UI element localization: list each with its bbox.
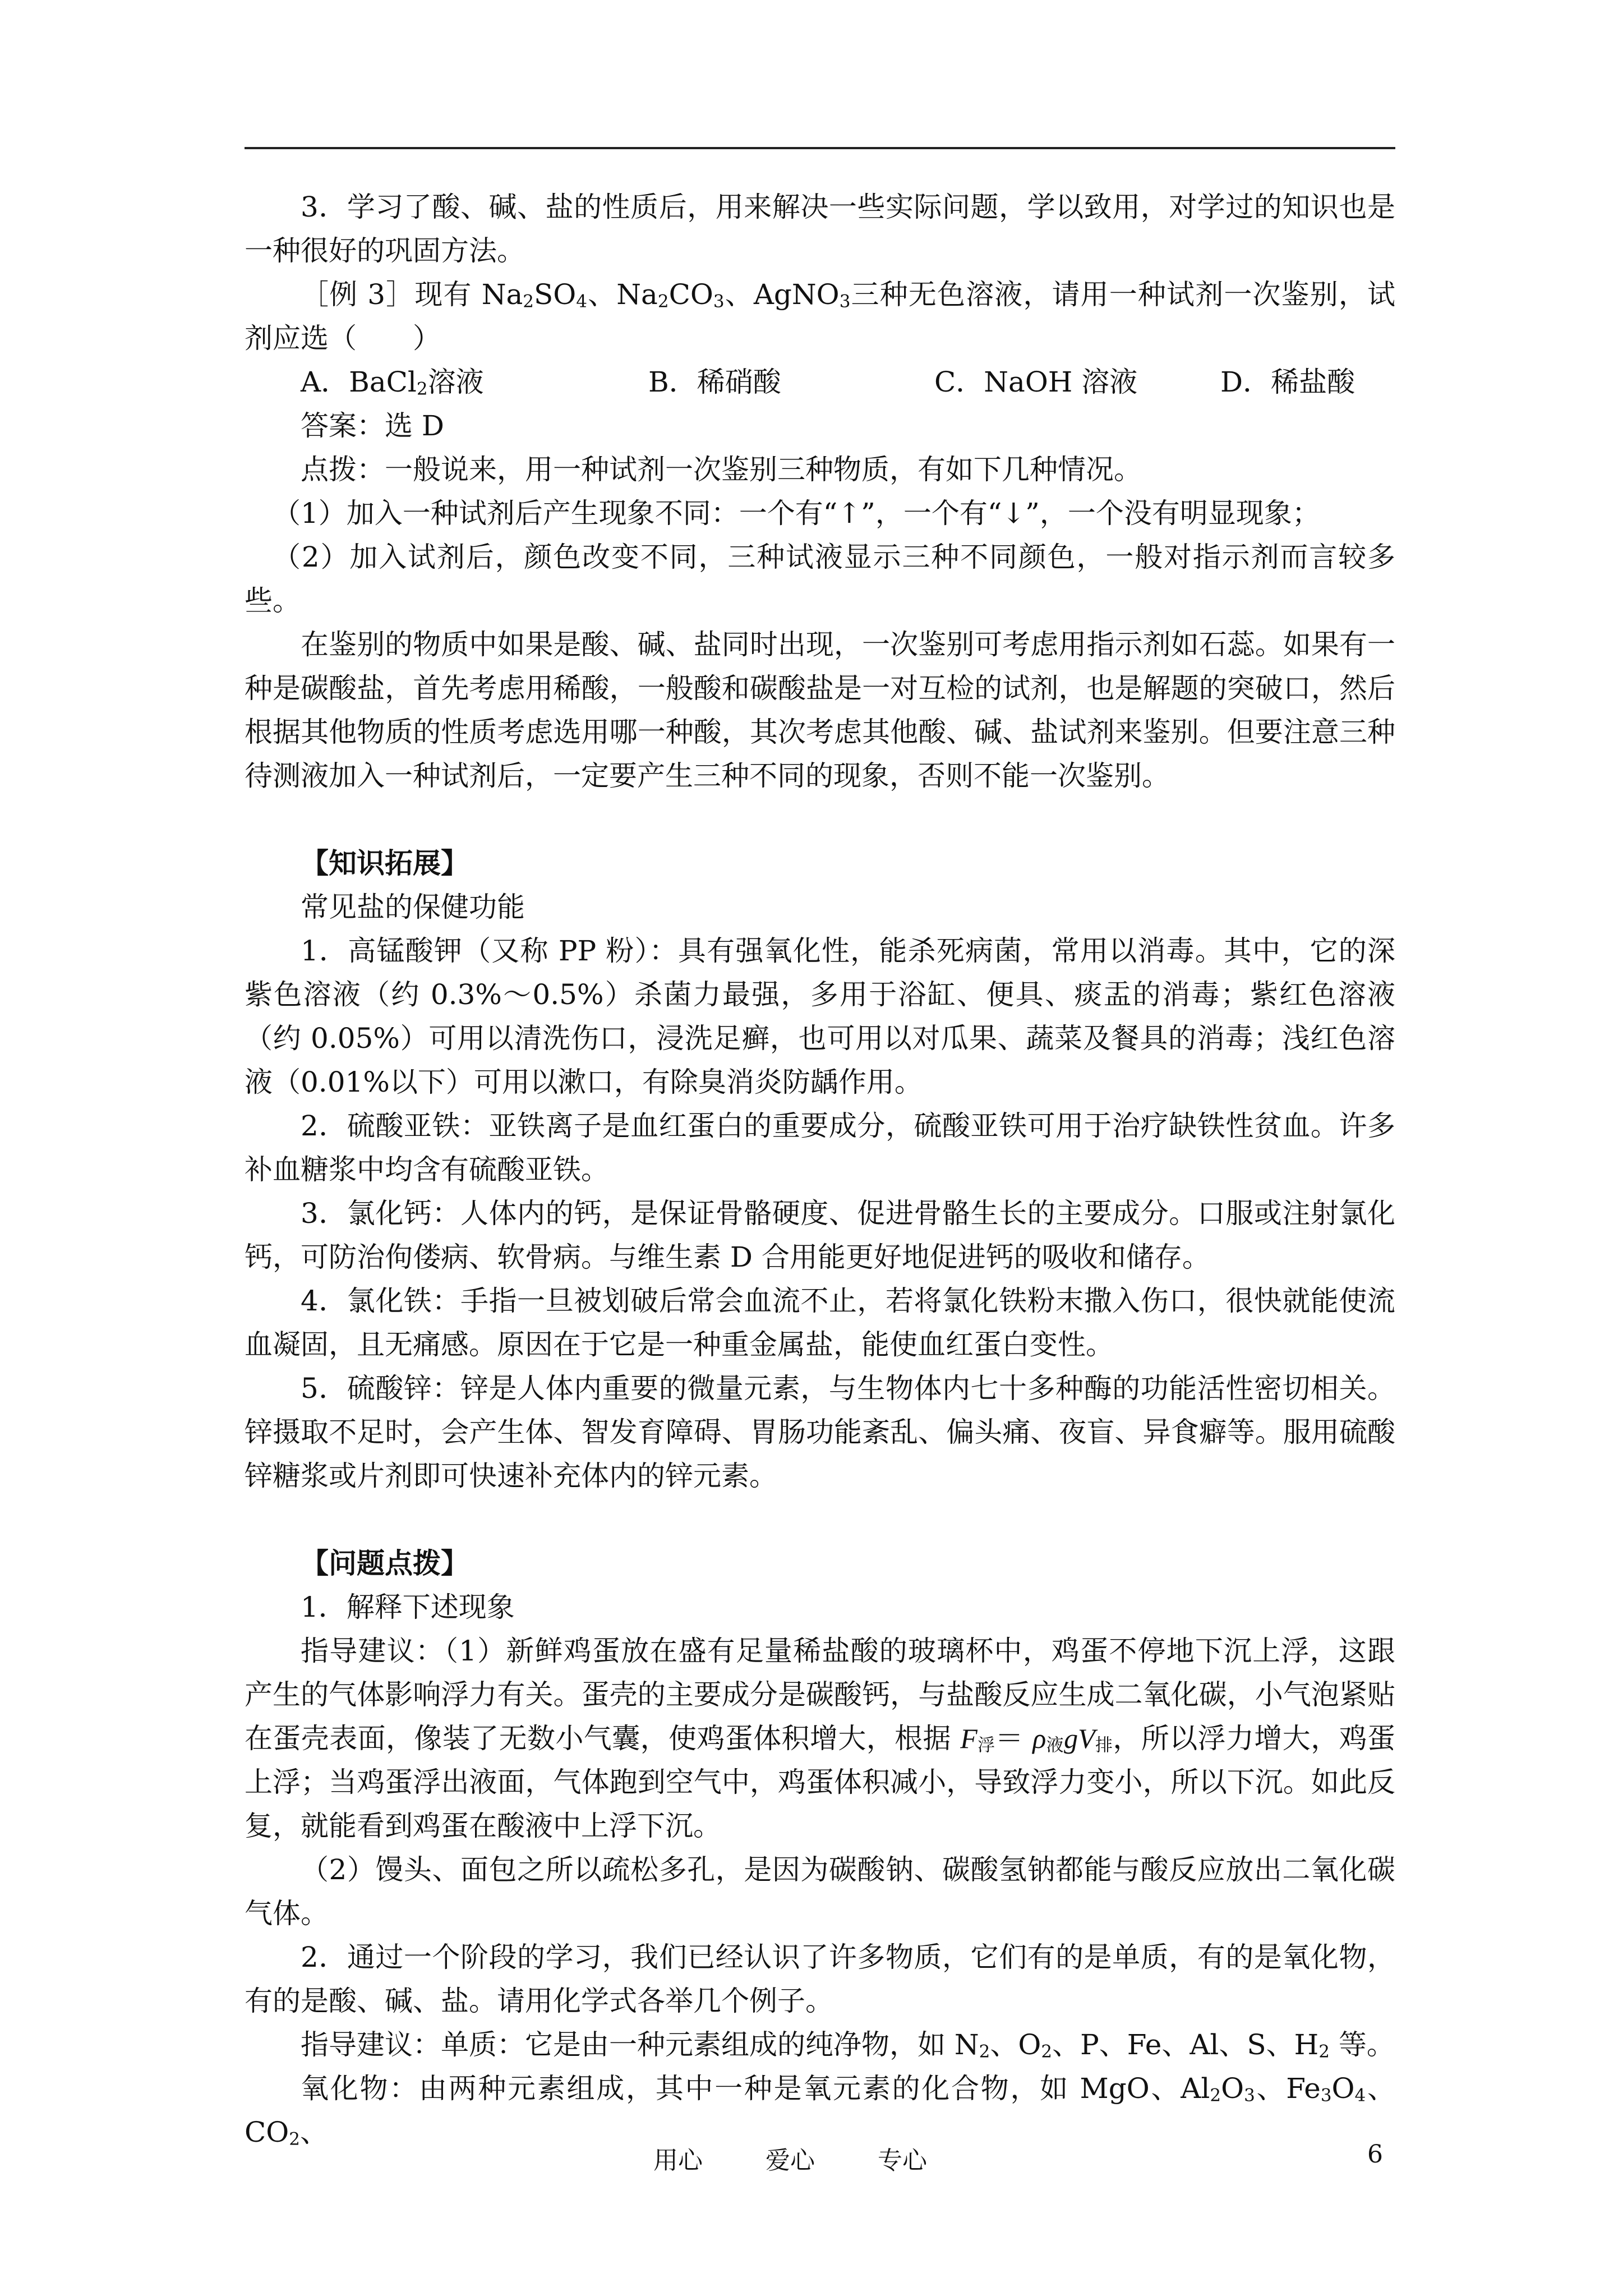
- answer-options: [245, 360, 1395, 404]
- problem-2: 2．通过一个阶段的学习，我们已经认识了许多物质，它们有的是单质，有的是氧化物，有的是酸、碱、盐。请用化学式各举几个例子。: [245, 1941, 1395, 2017]
- option-c: C．NaOH 溶液: [934, 366, 1138, 398]
- header-rule: [245, 147, 1395, 149]
- guide-2-oxides: 氧化物：由两种元素组成，其中一种是氧元素的化合物，如 MgO、$Al_2O_3$、$Fe_3O_4$、$CO_2$、: [245, 2072, 1396, 2150]
- answer-line: 答案：选 D: [301, 409, 444, 442]
- knowledge-item-3: 3．氯化钙：人体内的钙，是保证骨骼硬度、促进骨骼生长的主要成分。口服或注射氯化钙，可防治佝偻病、软骨病。与维生素 D 合用能更好地促进钙的吸收和储存。: [245, 1197, 1395, 1273]
- option-a: A．BaCl$_2$溶液: [301, 366, 484, 399]
- example-3-question: ［例 3］现有 $Na_2SO_4$、$Na_2CO_3$、AgNO$_3$三种无色溶液，请用一种试剂一次鉴别，试剂应选（ ）: [245, 278, 1396, 355]
- knowledge-title: 常见盐的保健功能: [301, 891, 525, 923]
- footer-word: 爱心: [766, 2146, 815, 2175]
- option-b: B．稀硝酸: [648, 366, 781, 398]
- knowledge-item-1: 1．高锰酸钾（又称 PP 粉）：具有强氧化性，能杀死病菌，常用以消毒。其中，它的深紫色溶液（约 0.3%～0.5%）杀菌力最强，多用于浴缸、便具、痰盂的消毒；紫红色溶液（约 0.05%）可用以清洗伤口，浸洗足癣，也可用以对瓜果、蔬菜及餐具的消毒；浅红色溶液（0.01%以下）可用以漱口，有除臭消炎防龋作用。: [245, 935, 1395, 1098]
- option-d: D．稀盐酸: [1220, 366, 1355, 398]
- knowledge-item-5: 5．硫酸锌：锌是人体内重要的微量元素，与生物体内七十多种酶的功能活性密切相关。锌摄取不足时，会产生体、智发育障碍、胃肠功能紊乱、偏头痛、夜盲、异食癖等。服用硫酸锌糖浆或片剂即可快速补充体内的锌元素。: [245, 1372, 1395, 1492]
- page-number: 6: [1367, 2140, 1383, 2169]
- paragraph-identify: 在鉴别的物质中如果是酸、碱、盐同时出现，一次鉴别可考虑用指示剂如石蕊。如果有一种是碳酸盐，首先考虑用稀酸，一般酸和碳酸盐是一对互检的试剂，也是解题的突破口，然后根据其他物质的性质考虑选用哪一种酸，其次考虑其他酸、碱、盐试剂来鉴别。但要注意三种待测液加入一种试剂后，一定要产生三种不同的现象，否则不能一次鉴别。: [245, 628, 1395, 792]
- document-body: [245, 185, 1395, 2154]
- knowledge-item-4: 4．氯化铁：手指一旦被划破后常会血流不止，若将氯化铁粉末撒入伤口，很快就能使流血凝固，且无痛感。原因在于它是一种重金属盐，能使血红蛋白变性。: [245, 1285, 1395, 1361]
- problem-1-title: 1．解释下述现象: [301, 1591, 515, 1623]
- case-2: （2）加入试剂后，颜色改变不同，三种试液显示三种不同颜色，一般对指示剂而言较多些。: [245, 541, 1395, 617]
- guide-1-part-2: （2）馒头、面包之所以疏松多孔，是因为碳酸钠、碳酸氢钠都能与酸反应放出二氧化碳气体。: [245, 1853, 1395, 1930]
- footer-word: 用心: [653, 2146, 703, 2175]
- case-1: （1）加入一种试剂后产生现象不同：一个有“↑”，一个有“↓”，一个没有明显现象；: [273, 497, 1320, 530]
- section-heading-problem: 【问题点拨】: [301, 1547, 469, 1580]
- footer-word: 专心: [878, 2146, 927, 2175]
- guide-2-elements: 指导建议：单质：它是由一种元素组成的纯净物，如 $N_2$、$O_2$、P、Fe、Al、S、$H_2$ 等。: [301, 2028, 1395, 2062]
- guide-1: 指导建议：（1）新鲜鸡蛋放在盛有足量稀盐酸的玻璃杯中，鸡蛋不停地下沉上浮，这跟产生的气体影响浮力有关。蛋壳的主要成分是碳酸钙，与盐酸反应生成二氧化碳，小气泡紧贴在蛋壳表面，像装了无数小气囊，使鸡蛋体积增大，根据 $F_浮= \rho_液gV_排$，所以浮力增大，鸡蛋上浮；当鸡蛋浮出液面，气体跑到空气中，鸡蛋体积减小，导致浮力变小，所以下沉。如此反复，就能看到鸡蛋在酸液中上浮下沉。: [245, 1635, 1395, 1842]
- footer-motto: [653, 2140, 927, 2176]
- section-heading-knowledge: 【知识拓展】: [301, 846, 469, 880]
- knowledge-item-2: 2．硫酸亚铁：亚铁离子是血红蛋白的重要成分，硫酸亚铁可用于治疗缺铁性贫血。许多补血糖浆中均含有硫酸亚铁。: [245, 1110, 1395, 1186]
- paragraph-intro: 3．学习了酸、碱、盐的性质后，用来解决一些实际问题，学以致用，对学过的知识也是一种很好的巩固方法。: [245, 191, 1395, 267]
- hint-line: 点拨：一般说来，用一种试剂一次鉴别三种物质，有如下几种情况。: [301, 453, 1142, 486]
